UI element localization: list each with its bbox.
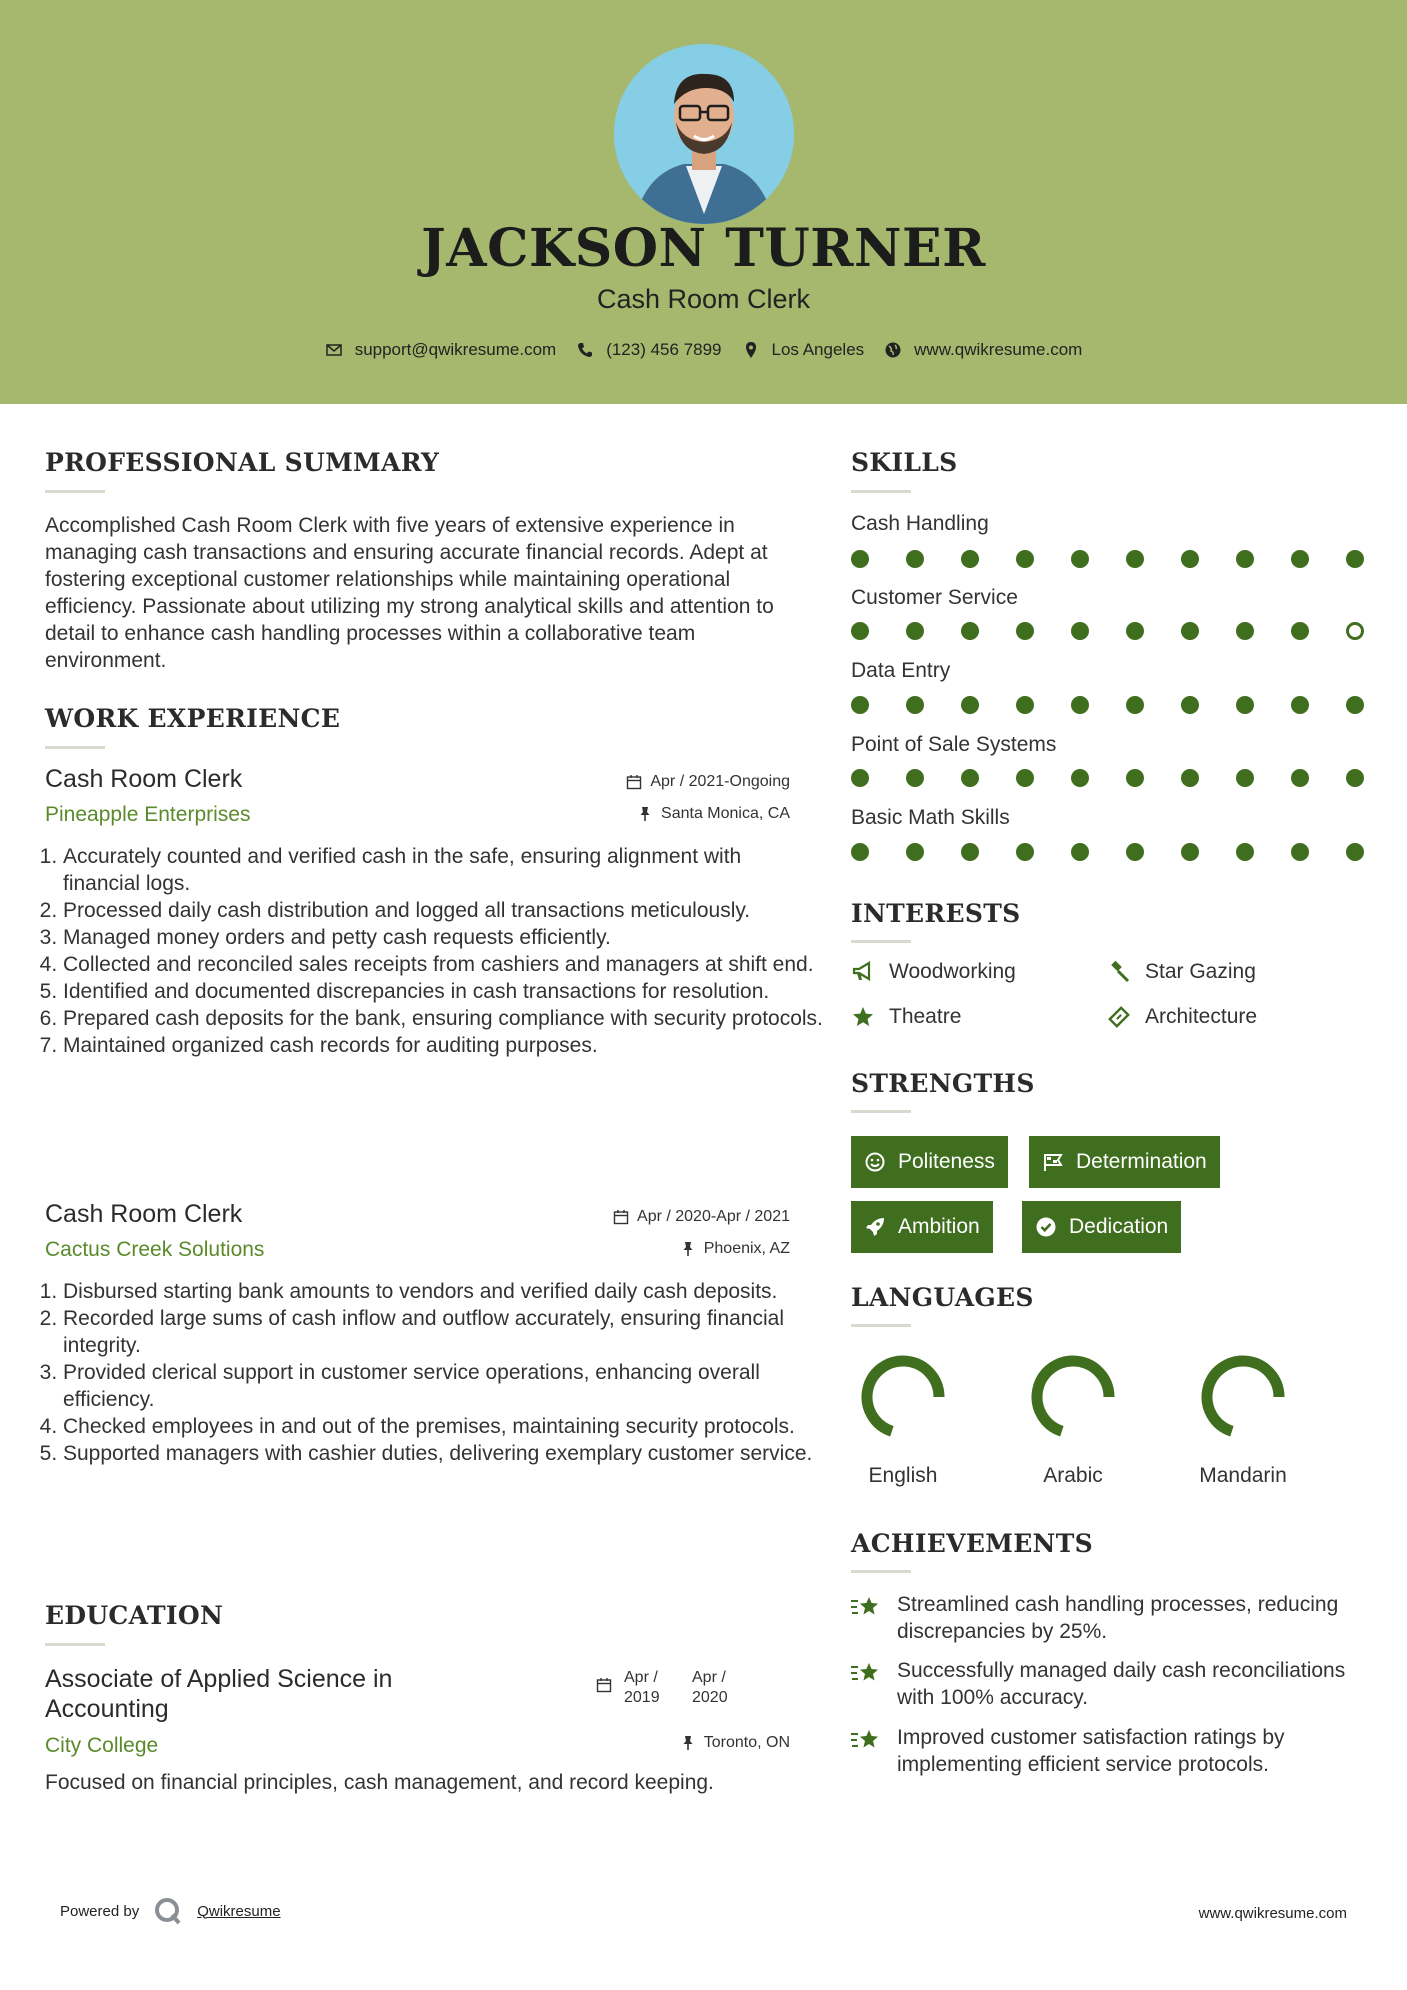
summary-rule — [45, 490, 105, 493]
skills-heading: SKILLS — [851, 448, 958, 477]
job-location-text: Santa Monica, CA — [661, 805, 790, 822]
interests-heading: INTERESTS — [851, 899, 1021, 928]
check-circle-icon — [1035, 1216, 1057, 1238]
skill-dot-filled — [1291, 550, 1309, 568]
calendar-icon — [613, 1209, 629, 1225]
strength-label: Ambition — [898, 1215, 980, 1238]
job-company: Pineapple Enterprises — [45, 803, 251, 826]
skill-dot-filled — [1236, 696, 1254, 714]
skill-dot-filled — [1181, 843, 1199, 861]
skill-rating — [851, 622, 1361, 642]
strength-badge — [1029, 1136, 1220, 1188]
experience-rule — [45, 746, 105, 749]
strengths-heading: STRENGTHS — [851, 1069, 1035, 1098]
interest-label: Woodworking — [889, 960, 1016, 983]
skill-dot-empty — [1346, 622, 1364, 640]
achievement-text: Successfully managed daily cash reconciliations with 100% accuracy. — [897, 1659, 1346, 1709]
skill-dot-filled — [906, 696, 924, 714]
language-arc — [1207, 1361, 1279, 1431]
language-item — [843, 1352, 963, 1488]
skill-dot-filled — [1236, 622, 1254, 640]
interest-label: Theatre — [889, 1005, 962, 1028]
skill-dot-filled — [1346, 843, 1364, 861]
pin-icon — [680, 1735, 696, 1751]
flag-icon — [1042, 1151, 1064, 1173]
skill-label: Customer Service — [851, 586, 1018, 609]
pin-icon — [637, 806, 653, 822]
strength-badge — [851, 1136, 1008, 1188]
footer-powered-by — [60, 1896, 281, 1926]
skill-dot-filled — [1126, 696, 1144, 714]
list-item: 3. Provided clerical support in customer service operations, enhancing overall efficiency. — [63, 1359, 823, 1413]
language-label: Arabic — [1043, 1464, 1103, 1487]
list-item: 2. Processed daily cash distribution and logged all transactions meticulously. — [63, 897, 823, 924]
strength-label: Dedication — [1069, 1215, 1169, 1238]
education-location — [490, 1734, 790, 1752]
job-date — [490, 1208, 790, 1226]
star-icon — [851, 1005, 875, 1029]
language-arc — [867, 1361, 939, 1431]
ticket-icon — [1107, 1005, 1131, 1029]
skill-dot-filled — [1291, 696, 1309, 714]
calendar-icon — [626, 774, 642, 790]
achievement-text: Improved customer satisfaction ratings by implementing efficient service protocols. — [897, 1726, 1285, 1776]
skill-dot-filled — [961, 622, 979, 640]
skill-dot-filled — [1016, 696, 1034, 714]
location-text: Los Angeles — [771, 340, 865, 359]
job-company: Cactus Creek Solutions — [45, 1238, 265, 1261]
skills-rule — [851, 490, 911, 493]
phone-text: (123) 456 7899 — [606, 340, 722, 359]
strength-label: Politeness — [898, 1150, 995, 1173]
skill-dot-filled — [1236, 769, 1254, 787]
education-rule — [45, 1643, 105, 1646]
skill-dot-filled — [1071, 622, 1089, 640]
list-item: 5. Identified and documented discrepancies in cash transactions for resolution. — [63, 978, 823, 1005]
strength-badge — [1022, 1201, 1181, 1253]
language-ring — [1028, 1352, 1118, 1442]
skill-dot-filled — [1126, 550, 1144, 568]
resume-header — [0, 0, 1407, 404]
bullhorn-icon — [851, 960, 875, 984]
globe-icon — [884, 341, 902, 359]
skill-rating — [851, 550, 1361, 570]
job-title: Cash Room Clerk — [45, 1200, 243, 1228]
job-location — [490, 1240, 790, 1258]
achievements-rule — [851, 1570, 911, 1573]
language-label: Mandarin — [1199, 1464, 1287, 1487]
skill-dot-filled — [1126, 622, 1144, 640]
contact-email[interactable] — [325, 340, 557, 360]
skill-dot-filled — [961, 550, 979, 568]
skill-dot-filled — [1071, 843, 1089, 861]
gavel-icon — [1107, 960, 1131, 984]
experience-heading: WORK EXPERIENCE — [45, 704, 341, 733]
skill-dot-filled — [1126, 769, 1144, 787]
language-ring — [1198, 1352, 1288, 1442]
achievement-item — [849, 1657, 1359, 1711]
languages-heading: LANGUAGES — [851, 1283, 1034, 1312]
list-item: 1. Disbursed starting bank amounts to vendors and verified daily cash deposits. — [63, 1278, 823, 1305]
skill-dot-filled — [1236, 843, 1254, 861]
skill-label: Basic Math Skills — [851, 806, 1010, 829]
envelope-icon — [325, 341, 343, 359]
list-item: 5. Supported managers with cashier duties, delivering exemplary customer service. — [63, 1440, 823, 1467]
skill-dot-filled — [851, 769, 869, 787]
education-heading: EDUCATION — [45, 1601, 224, 1630]
achievement-item — [849, 1724, 1359, 1778]
skill-dot-filled — [1181, 550, 1199, 568]
email-text: support@qwikresume.com — [354, 340, 557, 359]
job-location-text: Phoenix, AZ — [703, 1240, 790, 1257]
website-text: www.qwikresume.com — [914, 340, 1083, 359]
skill-rating — [851, 696, 1361, 716]
list-item: 1. Accurately counted and verified cash in the safe, ensuring alignment with financial logs. — [63, 843, 823, 897]
summary-text: Accomplished Cash Room Clerk with five years of extensive experience in managing cash transactions and ensuring accurate financial records. Adept at fostering exceptional customer relationships while maintaining operational efficiency. Passionate about utilizing my strong analytical skills and attention to detail to enhance cash handling processes within a collaborative team environment. — [45, 514, 774, 672]
qwikresume-logo-icon — [153, 1896, 183, 1926]
skill-dot-filled — [961, 769, 979, 787]
skill-dot-filled — [1291, 622, 1309, 640]
summary-heading: PROFESSIONAL SUMMARY — [45, 448, 440, 477]
school-name: City College — [45, 1734, 159, 1757]
skill-dot-filled — [1181, 769, 1199, 787]
contact-phone[interactable] — [576, 340, 721, 360]
skill-dot-filled — [1291, 769, 1309, 787]
interest-item — [851, 960, 1016, 984]
skill-dot-filled — [1346, 696, 1364, 714]
job-date — [490, 773, 790, 791]
list-item: 2. Recorded large sums of cash inflow and outflow accurately, ensuring financial integrity. — [63, 1305, 823, 1359]
skill-rating — [851, 769, 1361, 789]
education-description: Focused on financial principles, cash management, and record keeping. — [45, 1771, 714, 1794]
powered-by-text: Powered by — [60, 1902, 140, 1920]
award-star-icon — [849, 1593, 883, 1623]
skill-dot-filled — [1016, 769, 1034, 787]
degree-title: Associate of Applied Science in Accounting — [45, 1665, 393, 1723]
interest-label: Star Gazing — [1145, 960, 1256, 983]
list-item: 7. Maintained organized cash records for auditing purposes. — [63, 1032, 823, 1059]
language-item — [1013, 1352, 1133, 1488]
skill-dot-filled — [906, 550, 924, 568]
skill-label: Data Entry — [851, 659, 951, 682]
skill-dot-filled — [906, 622, 924, 640]
strength-label: Determination — [1076, 1150, 1207, 1173]
phone-icon — [576, 341, 594, 359]
skill-dot-filled — [851, 622, 869, 640]
profile-photo — [614, 44, 794, 224]
award-star-icon — [849, 1659, 883, 1689]
job-date-text: Apr / 2021-Ongoing — [650, 773, 790, 790]
interests-rule — [851, 940, 911, 943]
languages-rule — [851, 1324, 911, 1327]
education-end: Apr / 2020 — [692, 1669, 728, 1706]
achievement-text: Streamlined cash handling processes, reducing discrepancies by 25%. — [897, 1593, 1339, 1643]
map-marker-icon — [742, 341, 760, 359]
skill-dot-filled — [1071, 550, 1089, 568]
list-item: 4. Collected and reconciled sales receipts from cashiers and managers at shift end. — [63, 951, 823, 978]
skill-rating — [851, 843, 1361, 863]
skill-dot-filled — [1016, 550, 1034, 568]
skill-dot-filled — [1181, 622, 1199, 640]
strengths-rule — [851, 1110, 911, 1113]
language-arc — [1037, 1361, 1109, 1431]
job-location — [490, 805, 790, 823]
rocket-icon — [864, 1216, 886, 1238]
contact-website[interactable] — [884, 340, 1082, 360]
list-item: 4. Checked employees in and out of the premises, maintaining security protocols. — [63, 1413, 823, 1440]
interest-label: Architecture — [1145, 1005, 1258, 1028]
skill-dot-filled — [1016, 843, 1034, 861]
footer-website[interactable]: www.qwikresume.com — [1198, 1905, 1347, 1922]
interest-item — [1107, 960, 1256, 984]
job-bullets — [36, 843, 823, 1059]
interest-item — [851, 1005, 961, 1029]
contact-bar — [0, 336, 1407, 364]
achievements-heading: ACHIEVEMENTS — [851, 1529, 1093, 1558]
calendar-icon — [596, 1677, 612, 1693]
language-item — [1183, 1352, 1303, 1488]
skill-dot-filled — [1236, 550, 1254, 568]
strength-badge — [851, 1201, 993, 1253]
skill-dot-filled — [906, 843, 924, 861]
candidate-title: Cash Room Clerk — [596, 284, 811, 314]
skill-dot-filled — [906, 769, 924, 787]
job-title: Cash Room Clerk — [45, 765, 243, 793]
brand-link[interactable]: Qwikresume — [197, 1902, 281, 1920]
skill-dot-filled — [961, 843, 979, 861]
education-dates — [596, 1668, 748, 1708]
skill-dot-filled — [961, 696, 979, 714]
achievement-item — [849, 1591, 1359, 1645]
job-date-text: Apr / 2020-Apr / 2021 — [637, 1208, 790, 1225]
language-label: English — [868, 1464, 938, 1487]
smile-icon — [864, 1151, 886, 1173]
education-location-text: Toronto, ON — [703, 1734, 790, 1751]
skill-dot-filled — [1071, 769, 1089, 787]
skill-dot-filled — [1016, 622, 1034, 640]
skill-dot-filled — [1291, 843, 1309, 861]
skill-dot-filled — [851, 696, 869, 714]
education-start: Apr / 2019 — [624, 1669, 660, 1706]
list-item: 3. Managed money orders and petty cash requests efficiently. — [63, 924, 823, 951]
award-star-icon — [849, 1726, 883, 1756]
skill-label: Point of Sale Systems — [851, 733, 1057, 756]
skill-dot-filled — [1181, 696, 1199, 714]
list-item: 6. Prepared cash deposits for the bank, ensuring compliance with security protocols. — [63, 1005, 823, 1032]
skill-dot-filled — [1126, 843, 1144, 861]
skill-dot-filled — [851, 843, 869, 861]
interest-item — [1107, 1005, 1257, 1029]
contact-location — [742, 340, 865, 360]
pin-icon — [680, 1241, 696, 1257]
skill-dot-filled — [1346, 550, 1364, 568]
skill-dot-filled — [851, 550, 869, 568]
skill-dot-filled — [1071, 696, 1089, 714]
language-ring — [858, 1352, 948, 1442]
candidate-name: JACKSON TURNER — [421, 218, 986, 279]
job-bullets — [36, 1278, 823, 1467]
skill-label: Cash Handling — [851, 512, 989, 535]
skill-dot-filled — [1346, 769, 1364, 787]
